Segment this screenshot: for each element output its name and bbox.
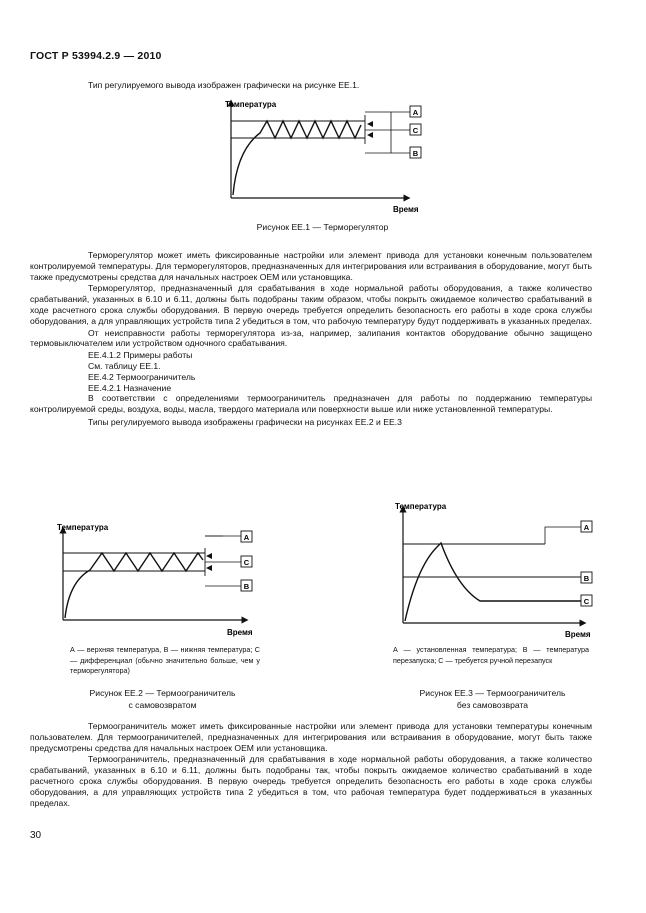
body-text-block-lower (30, 721, 592, 808)
fig3-label-c: C (583, 597, 590, 606)
fig3-caption-line1: Рисунок ЕЕ.3 — Термоограничитель (419, 688, 566, 698)
paragraph: Терморегулятор может иметь фиксированные настройки или элемент привода для установки конечным пользователем контролируемой температуры. Для терморегуляторов, предназначенных для интегрирования или встраивания в оборудование, могут быть также предусмотрены средства для начальных настроек OEM или установщика. (30, 250, 592, 282)
fig1-label-a: A (412, 108, 419, 117)
fig2-caption-line1: Рисунок ЕЕ.2 — Термоограничитель (89, 688, 236, 698)
fig2-ylabel: Температура (57, 523, 109, 532)
temperature-curve (65, 553, 203, 618)
fig3-label-a: A (583, 523, 590, 532)
fig2-label-c: C (243, 558, 250, 567)
fig3-label-b: B (583, 574, 590, 583)
fig3-xlabel: Время (565, 630, 591, 639)
figure-ee1 (215, 95, 430, 220)
figure-ee3 (385, 497, 600, 640)
fig3-legend: А — установленная температура; В — температура перезапуска; С — требуется ручной перезапуск (393, 645, 589, 665)
paragraph: Терморегулятор, предназначенный для срабатывания в ходе нормальной работы оборудования, а также количество срабатываний, указанных в 6.10 и 6.11, должны быть подобраны таким образом, чтобы покрыть ожидаемое количество срабатываний в ходе расчетного срока службы оборудования. В первую очередь требуется определить безопасность его работы в ходе срока службы оборудования, а для управляющих устройств типа 2 убедиться в том, что рабочую температуру будут поддерживать в указанных пределах. (30, 283, 592, 326)
temperature-curve (233, 121, 361, 195)
paragraph: Термоограничитель может иметь фиксированные настройки или элемент привода для установки температуры конечным пользователем. Для термоограничителей, предназначенных для интегрирования или встраивания в оборудование, могут быть также предусмотрены средства для начальных настроек OEM или установщика. (30, 721, 592, 753)
section-heading: ЕЕ.4.2 Термоограничитель (88, 371, 196, 382)
paragraph: Термоограничитель, предназначенный для срабатывания в ходе нормальной работы оборудования, а также количество срабатываний, указанных в 6.10 и 6.11, должны быть подобраны так, чтобы покрыть ожидаемое количество срабатываний в ходе расчетного срока службы оборудования. В первую очередь требуется определить безопасность его работы в ходе срока службы оборудования, а для управляющих устройств типа 2 убедиться в том, что рабочая температура будет поддерживаться в указанных пределах. (30, 754, 592, 808)
paragraph: От неисправности работы терморегулятора из-за, например, залипания контактов оборудование обычно защищено термовыключателем или устройством одночного срабатывания. (30, 327, 592, 349)
page-number: 30 (30, 830, 42, 841)
paragraph: Типы регулируемого вывода изображены графически на рисунках ЕЕ.2 и ЕЕ.3 (88, 416, 402, 427)
fig3-caption-line2: без самовозврата (456, 700, 529, 710)
fig2-legend: А — верхняя температура, В — нижняя температура; С — дифференциал (обычно значительно больше, чем у терморегулятора) (70, 645, 260, 676)
fig1-ylabel: Температура (225, 100, 277, 109)
section-heading: ЕЕ.4.1.2 Примеры работы (88, 350, 193, 361)
fig2-xlabel: Время (227, 628, 253, 637)
temperature-curve (405, 543, 581, 621)
paragraph: См. таблицу ЕЕ.1. (88, 360, 161, 371)
paragraph: В соответствии с определениями термоограничитель предназначен для работы по поддержанию температуры контролируемой среды, воздуха, воды, масла, твердого материала или поверхности выше или ниже установленной температуры. (30, 393, 592, 415)
fig2-caption-line2: с самовозвратом (128, 700, 197, 710)
fig1-xlabel: Время (393, 205, 419, 214)
fig1-label-c: C (412, 126, 419, 135)
fig1-caption: Рисунок ЕЕ.1 — Терморегулятор (256, 222, 389, 232)
figure-ee2 (55, 518, 270, 640)
fig1-label-b: B (412, 149, 419, 158)
document-header: ГОСТ Р 53994.2.9 — 2010 (30, 50, 162, 62)
fig3-ylabel: Температура (395, 502, 447, 511)
section-heading: ЕЕ.4.2.1 Назначение (88, 382, 172, 393)
fig2-label-b: B (243, 582, 250, 591)
fig2-label-a: A (243, 533, 250, 542)
body-text-block (30, 250, 592, 428)
intro-text: Тип регулируемого вывода изображен графически на рисунке ЕЕ.1. (88, 80, 360, 90)
